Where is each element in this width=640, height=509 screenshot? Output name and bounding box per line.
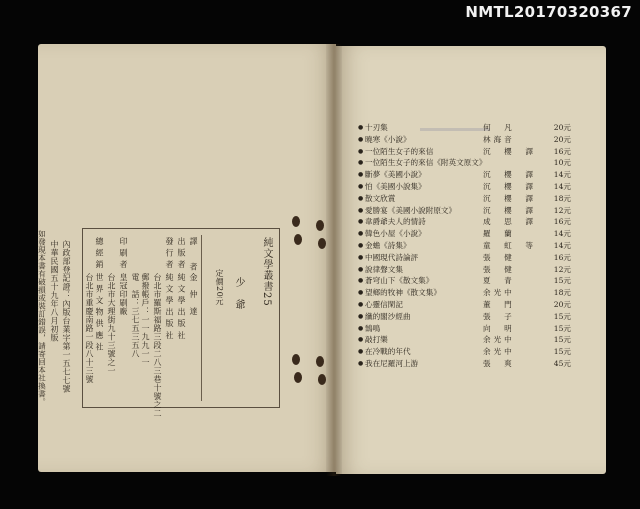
printer-role: 印 刷 者 bbox=[119, 237, 128, 269]
translator-name: 金 仲 達 bbox=[189, 273, 198, 316]
bullet-icon: ● bbox=[358, 230, 364, 238]
book-price: 18元 bbox=[553, 288, 571, 298]
publisher-address: 台北市羅斯福路三段二八三巷十號之二 bbox=[153, 273, 162, 418]
bullet-icon: ● bbox=[358, 336, 364, 344]
book-author: 沉 櫻 譯 bbox=[483, 170, 536, 180]
book-list-item bbox=[358, 181, 580, 193]
translator-role: 譯 者 bbox=[189, 237, 198, 271]
bullet-icon: ● bbox=[358, 159, 364, 167]
publisher-role: 出 版 者 bbox=[177, 237, 186, 269]
book-list-item bbox=[358, 358, 580, 370]
colophon-box bbox=[82, 228, 280, 418]
book-author: 余光中 bbox=[483, 288, 515, 298]
book-title: 金蟾《詩集》 bbox=[365, 240, 411, 250]
archive-watermark: NMTL20170320367 bbox=[465, 3, 632, 21]
book-title: 韓色小屋《小說》 bbox=[365, 229, 426, 239]
book-price: 45元 bbox=[553, 358, 571, 368]
book-title: 蒼穹山下《散文集》 bbox=[365, 276, 434, 286]
binding-hole bbox=[316, 220, 324, 231]
issuer-name: 純 文 學 出 版 社 bbox=[165, 273, 174, 340]
book-list-item bbox=[358, 299, 580, 311]
bullet-icon: ● bbox=[358, 277, 364, 285]
book-price: 15元 bbox=[553, 311, 571, 321]
distributor-name: 世 界 文 物 供 應 社 bbox=[95, 273, 104, 351]
book-author: 張 爽 bbox=[483, 358, 515, 368]
bullet-icon: ● bbox=[358, 124, 364, 131]
book-price: 18元 bbox=[553, 193, 571, 203]
book-author: 張 健 bbox=[483, 252, 515, 262]
binding-hole bbox=[292, 216, 300, 227]
book-price: 16元 bbox=[553, 217, 571, 227]
book-title: 韋爵爺夫人的情詩 bbox=[365, 217, 426, 227]
book-title: 散文欣賞 bbox=[365, 193, 396, 203]
book-title: 心靈信閑記 bbox=[365, 299, 403, 309]
bullet-icon: ● bbox=[358, 135, 364, 143]
book-title: 望鄉的牧神《散文集》 bbox=[365, 288, 441, 298]
binding-hole bbox=[318, 374, 326, 385]
book-title: 敲打樂 bbox=[365, 335, 388, 345]
bullet-icon: ● bbox=[358, 194, 364, 202]
book-price: 16元 bbox=[553, 252, 571, 262]
book-author: 余光中 bbox=[483, 335, 515, 345]
book-title: 愛勝宴《美國小說附原文》 bbox=[365, 205, 457, 215]
bullet-icon: ● bbox=[358, 312, 364, 320]
book-author: 成 思 譯 bbox=[483, 217, 536, 227]
book-title: 中國現代詩論評 bbox=[365, 252, 419, 262]
issuer-role: 發 行 者 bbox=[165, 237, 174, 269]
book-price: 14元 bbox=[553, 240, 571, 250]
bullet-icon: ● bbox=[358, 300, 364, 308]
book-title: 曉寒《小說》 bbox=[365, 134, 411, 144]
book-price: 15元 bbox=[553, 323, 571, 333]
divider bbox=[201, 235, 202, 401]
postal-account: 郵撥帳戶：一一九九一一 bbox=[141, 273, 150, 367]
book-author: 沉 櫻 譯 bbox=[483, 193, 536, 203]
binding-hole bbox=[294, 372, 302, 383]
bullet-icon: ● bbox=[358, 206, 364, 214]
publisher-name: 純 文 學 出 版 社 bbox=[177, 273, 186, 340]
book-list-item bbox=[358, 146, 580, 158]
bullet-icon: ● bbox=[358, 253, 364, 261]
book-list-item bbox=[358, 287, 580, 299]
book-author: 沉 櫻 譯 bbox=[483, 205, 536, 215]
return-notice: 如發現本書有破損或裝訂錯誤，請寄回本社換書。 bbox=[37, 230, 47, 406]
book-title: 纖的閣沙經曲 bbox=[365, 311, 411, 321]
binding-hole bbox=[292, 354, 300, 365]
book-list-item bbox=[358, 252, 580, 264]
book-title: 怕《美國小說集》 bbox=[365, 181, 426, 191]
book-title: 我在尼羅河上游 bbox=[365, 358, 419, 368]
binding-hole bbox=[316, 356, 324, 367]
book-author: 張 子 bbox=[483, 311, 515, 321]
price: 定價20元 bbox=[215, 269, 224, 306]
book-author: 張 健 bbox=[483, 264, 515, 274]
book-price: 20元 bbox=[553, 123, 571, 132]
book-gutter bbox=[326, 44, 342, 476]
book-list-item bbox=[358, 122, 580, 134]
book-author: 余光中 bbox=[483, 347, 515, 357]
book-list-item bbox=[358, 275, 580, 287]
book-title: 少 爺 bbox=[233, 277, 244, 310]
book-price: 14元 bbox=[553, 181, 571, 191]
book-author: 沉 櫻 譯 bbox=[483, 181, 536, 191]
bullet-icon: ● bbox=[358, 171, 364, 179]
bullet-icon: ● bbox=[358, 289, 364, 297]
book-price: 12元 bbox=[553, 205, 571, 215]
book-list-item bbox=[358, 157, 580, 169]
binding-hole bbox=[294, 234, 302, 245]
book-price: 15元 bbox=[553, 276, 571, 286]
edition-note: 中華民國五十九年八月初版 bbox=[50, 240, 59, 342]
book-author: 林海音 bbox=[483, 134, 515, 144]
book-list-item bbox=[358, 334, 580, 346]
book-title: 在冷戰的年代 bbox=[365, 347, 411, 357]
telephone: 電 話：三七五三五八 bbox=[131, 273, 140, 358]
book-price: 20元 bbox=[553, 299, 571, 309]
book-price: 12元 bbox=[553, 264, 571, 274]
bullet-icon: ● bbox=[358, 147, 364, 155]
book-author: 何 凡 bbox=[483, 123, 515, 132]
book-list-item bbox=[358, 193, 580, 205]
distributor-role: 總 經 銷 bbox=[95, 237, 104, 269]
book-list-item bbox=[358, 134, 580, 146]
book-price: 20元 bbox=[553, 134, 571, 144]
bullet-icon: ● bbox=[358, 359, 364, 367]
book-price: 16元 bbox=[553, 146, 571, 156]
bullet-icon: ● bbox=[358, 218, 364, 226]
book-list-item bbox=[358, 169, 580, 181]
book-list-item bbox=[358, 228, 580, 240]
book-title: 一位陌生女子的來信 bbox=[365, 146, 434, 156]
book-list-item bbox=[358, 346, 580, 358]
book-price: 14元 bbox=[553, 229, 571, 239]
series-book-list bbox=[358, 122, 580, 370]
book-price: 10元 bbox=[553, 158, 571, 168]
book-title: 斷夢《美國小說》 bbox=[365, 170, 426, 180]
book-title: 鵠鳴 bbox=[365, 323, 381, 333]
book-list-item bbox=[358, 216, 580, 228]
book-author: 羅 蘭 bbox=[483, 229, 515, 239]
book-list-item bbox=[358, 264, 580, 276]
book-author: 沉 櫻 譯 bbox=[483, 146, 536, 156]
book-title: 一位陌生女子的來信《附英文原文》 bbox=[365, 158, 487, 168]
book-list-item bbox=[358, 311, 580, 323]
binding-hole bbox=[318, 238, 326, 249]
bullet-icon: ● bbox=[358, 348, 364, 356]
book-author: 董 門 bbox=[483, 299, 515, 309]
book-author: 向 明 bbox=[483, 323, 515, 333]
bullet-icon: ● bbox=[358, 182, 364, 190]
bullet-icon: ● bbox=[358, 241, 364, 249]
book-list-item bbox=[358, 323, 580, 335]
bullet-icon: ● bbox=[358, 324, 364, 332]
bullet-icon: ● bbox=[358, 265, 364, 273]
book-title: 說律聲文集 bbox=[365, 264, 403, 274]
registration-note: 內政部登記證：內版台業字第一五七七號 bbox=[62, 240, 71, 393]
printer-address: 台北市大理街九十三號之一 bbox=[107, 273, 116, 375]
book-title: 十刃集 bbox=[365, 123, 388, 132]
distributor-address: 台北市重慶南路一段八十三號 bbox=[85, 273, 94, 384]
book-list-item bbox=[358, 205, 580, 217]
book-price: 15元 bbox=[553, 347, 571, 357]
book-price: 14元 bbox=[553, 170, 571, 180]
series-title: 純文學叢書25 bbox=[261, 237, 272, 307]
printer-name: 皇冠印刷廠 bbox=[119, 273, 128, 316]
book-list-item bbox=[358, 240, 580, 252]
book-author: 夏 青 bbox=[483, 276, 515, 286]
book-author: 童 虹 等 bbox=[483, 240, 536, 250]
book-price: 15元 bbox=[553, 335, 571, 345]
